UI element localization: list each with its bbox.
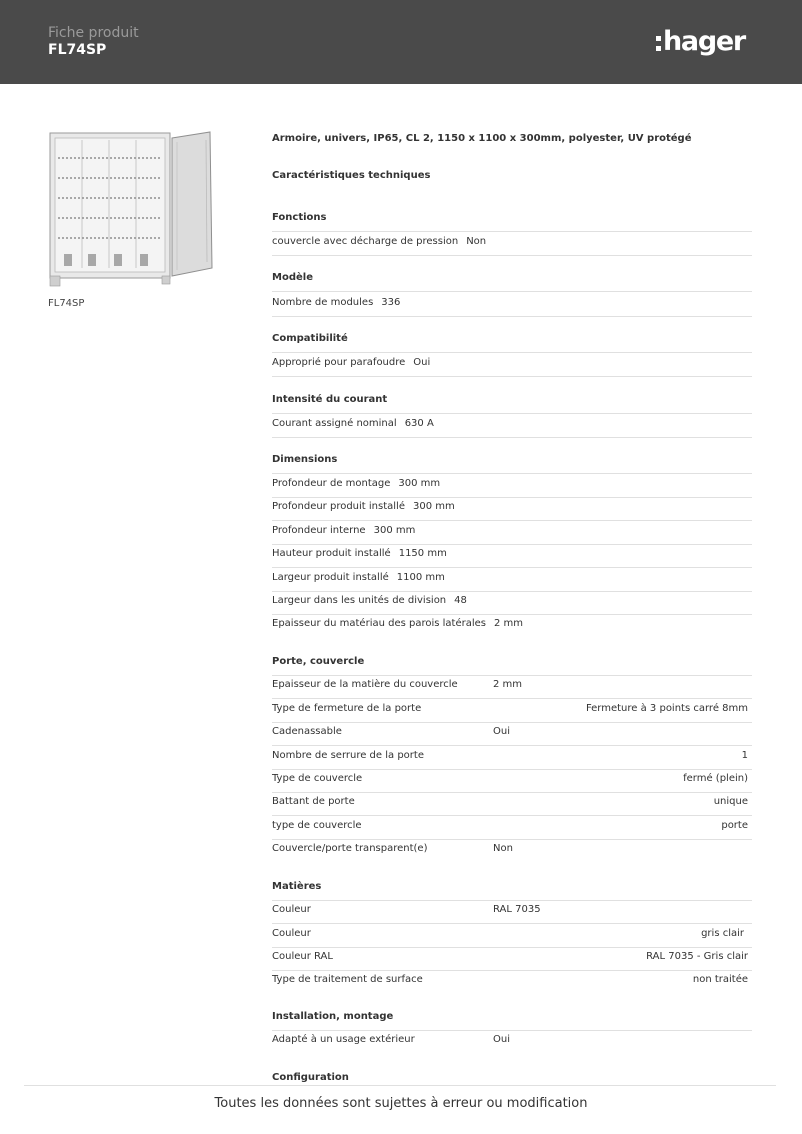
spec-row-label: Adapté à un usage extérieur <box>272 1034 415 1045</box>
section-heading-dimensions: Dimensions <box>272 454 752 474</box>
spec-row <box>272 501 752 521</box>
hager-logo <box>656 24 745 58</box>
spec-row <box>272 236 752 256</box>
spec-row <box>272 928 752 948</box>
spec-row-label: Largeur produit installé 1100 mm <box>272 572 445 583</box>
spec-row-label: Couleur <box>272 928 311 939</box>
section-heading-modele: Modèle <box>272 272 752 292</box>
spec-row-label: Profondeur interne 300 mm <box>272 525 416 536</box>
spec-row <box>272 820 752 840</box>
spec-row <box>272 796 752 816</box>
spec-row-label: Hauteur produit installé 1150 mm <box>272 548 447 559</box>
spec-row <box>272 951 752 971</box>
spec-row <box>272 618 752 637</box>
spec-row <box>272 357 752 377</box>
spec-row-value: 1 <box>741 750 748 761</box>
spec-row <box>272 572 752 592</box>
spec-row-label: Epaisseur du matériau des parois latérales 2 mm <box>272 618 524 629</box>
spec-row-value: 630 A <box>404 418 434 429</box>
spec-row-label: Couvercle/porte transparent(e) <box>272 843 428 854</box>
specs-heading: Caractéristiques techniques <box>272 170 431 181</box>
spec-row-label: Couleur <box>272 904 311 915</box>
spec-row-value: 1150 mm <box>398 548 447 559</box>
spec-row-value: RAL 7035 <box>493 904 541 915</box>
spec-row-value: 48 <box>454 595 467 606</box>
cabinet-illustration-icon <box>50 132 212 286</box>
spec-row-value: non traitée <box>692 974 748 985</box>
section-heading-intensite: Intensité du courant <box>272 394 752 414</box>
spec-row-value: Fermeture à 3 points carré 8mm <box>585 703 748 714</box>
spec-row-value: gris clair <box>701 928 744 939</box>
spec-row-label: Nombre de modules 336 <box>272 297 401 308</box>
spec-row <box>272 773 752 793</box>
product-image-caption: FL74SP <box>48 298 85 309</box>
logo-wordmark: hager <box>663 25 745 57</box>
spec-row-label: Approprié pour parafoudre Oui <box>272 357 431 368</box>
footer-disclaimer: Toutes les données sont sujettes à erreur ou modification <box>214 1096 588 1111</box>
spec-row <box>272 843 752 862</box>
spec-row-value: fermé (plein) <box>683 773 748 784</box>
spec-row-value: Oui <box>493 1034 510 1045</box>
spec-row <box>272 904 752 924</box>
spec-row <box>272 726 752 746</box>
spec-row-value: 336 <box>381 297 401 308</box>
spec-row <box>272 525 752 545</box>
spec-row-label: Couleur RAL <box>272 951 333 962</box>
spec-row-label: Type de traitement de surface <box>272 974 423 985</box>
spec-row-label: Courant assigné nominal 630 A <box>272 418 434 429</box>
header-bar <box>0 0 802 84</box>
spec-row <box>272 297 752 317</box>
spec-row <box>272 478 752 498</box>
product-code: FL74SP <box>48 42 107 58</box>
spec-row-value: Oui <box>413 357 431 368</box>
spec-row-label: Type de fermeture de la porte <box>272 703 422 714</box>
section-heading-fonctions: Fonctions <box>272 212 752 232</box>
product-image <box>46 130 216 290</box>
footer-divider <box>24 1085 776 1086</box>
spec-row-value: 300 mm <box>373 525 416 536</box>
section-heading-configuration: Configuration <box>272 1072 349 1083</box>
section-heading-installation: Installation, montage <box>272 1011 752 1031</box>
spec-row <box>272 703 752 723</box>
spec-row <box>272 1034 752 1053</box>
section-heading-porte: Porte, couvercle <box>272 656 752 676</box>
spec-row-value: 2 mm <box>493 679 523 690</box>
spec-row-label: couvercle avec décharge de pression Non <box>272 236 487 247</box>
spec-row-label: type de couvercle <box>272 820 362 831</box>
spec-row-value: 300 mm <box>398 478 441 489</box>
spec-row-label: Cadenassable <box>272 726 342 737</box>
spec-row-label: Epaisseur de la matière du couvercle <box>272 679 458 690</box>
spec-row-label: Profondeur de montage 300 mm <box>272 478 441 489</box>
spec-row <box>272 548 752 568</box>
spec-row-label: Type de couvercle <box>272 773 363 784</box>
spec-row <box>272 679 752 699</box>
spec-row <box>272 750 752 770</box>
spec-row-value: RAL 7035 - Gris clair <box>646 951 748 962</box>
spec-row <box>272 595 752 615</box>
spec-row-label: Battant de porte <box>272 796 355 807</box>
spec-row-label: Profondeur produit installé 300 mm <box>272 501 455 512</box>
spec-row <box>272 974 752 993</box>
spec-row-value: 300 mm <box>412 501 455 512</box>
spec-row-value: 2 mm <box>494 618 524 629</box>
section-heading-compatibilite: Compatibilité <box>272 333 752 353</box>
spec-row-value: porte <box>721 820 748 831</box>
spec-row-value: Non <box>466 236 487 247</box>
document-type-label: Fiche produit <box>48 25 139 41</box>
logo-dots-icon <box>656 36 661 51</box>
spec-row-label: Largeur dans les unités de division 48 <box>272 595 467 606</box>
spec-row-label: Nombre de serrure de la porte <box>272 750 424 761</box>
section-heading-matieres: Matières <box>272 881 752 901</box>
spec-row-value: unique <box>713 796 748 807</box>
spec-row <box>272 418 752 438</box>
spec-row-value: 1100 mm <box>396 572 445 583</box>
spec-row-value: Oui <box>493 726 510 737</box>
spec-row-value: Non <box>493 843 513 854</box>
product-title: Armoire, univers, IP65, CL 2, 1150 x 1100 x 300mm, polyester, UV protégé <box>272 133 692 144</box>
